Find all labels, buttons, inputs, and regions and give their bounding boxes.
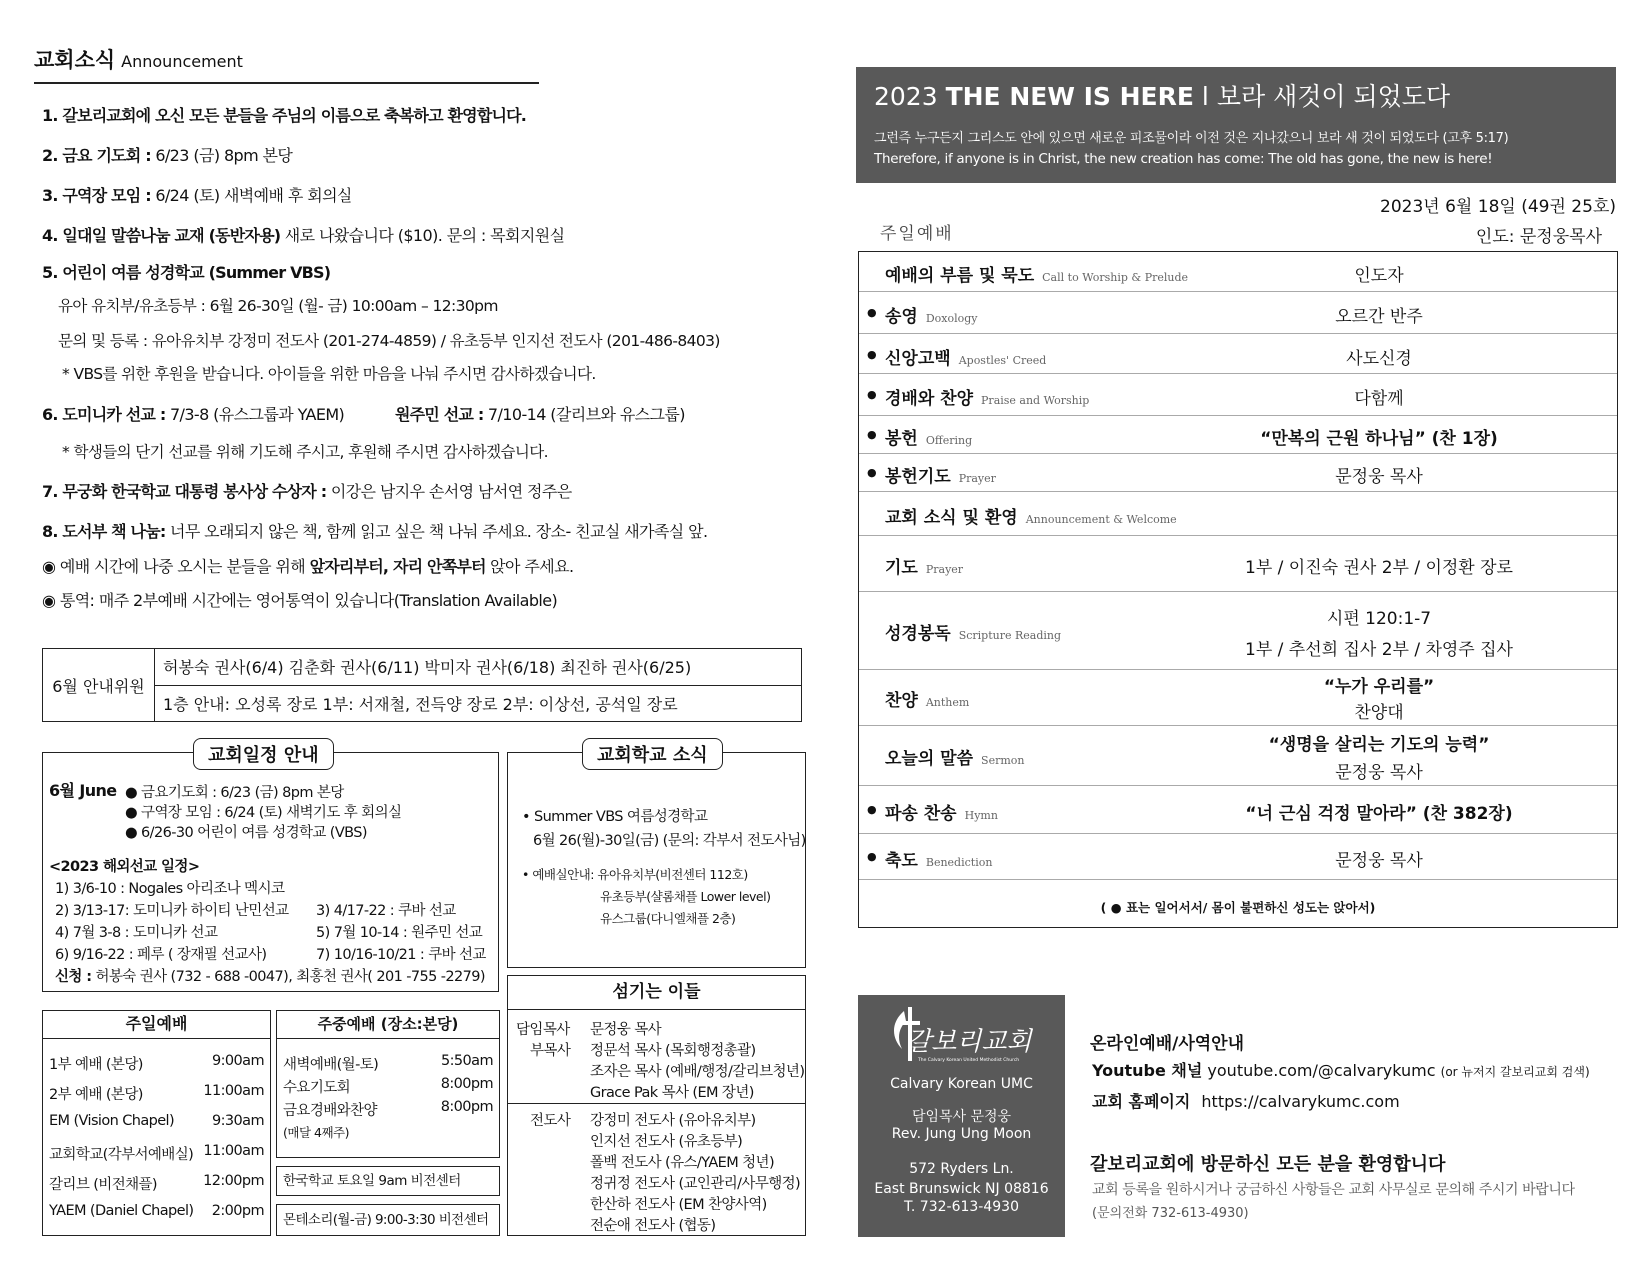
sunday-row: 갈리브 (비전채플) 12:00pm xyxy=(49,1173,264,1193)
announcement-title xyxy=(34,44,243,74)
order-row: ● 경배와 찬양 Praise and Worship 다함께 xyxy=(859,374,1617,416)
pastor-en: Rev. Jung Ung Moon xyxy=(891,1126,1032,1142)
usher-table xyxy=(42,648,802,722)
youtube-label: Youtube 채널 xyxy=(1092,1061,1203,1080)
servant-name: 정귀정 전도사 (교인관리/사무행정) xyxy=(590,1176,801,1192)
mission-item: 3) 4/17-22 : 쿠바 선교 xyxy=(316,903,456,919)
online-title: 온라인예배/사역안내 xyxy=(1090,1034,1245,1054)
vbs-line-2: 문의 및 등록 : 유아유치부 강정미 전도사 (201-274-4859) / 유초등부 인지선 전도사 (201-486-8403) xyxy=(58,332,720,350)
order-row: ● 봉헌 Offering “만복의 근원 하나님” (찬 1장) xyxy=(859,416,1617,454)
schedule-event: ● 금요기도회 : 6/23 (금) 8pm 본당 xyxy=(125,785,344,801)
logo-wordmark: 갈보리교회 xyxy=(906,1027,1032,1057)
weekday-worship-title: 주중예배 (장소:본당) xyxy=(277,1011,499,1039)
korean-school-box: 한국학교 토요일 9am 비전센터 xyxy=(276,1166,500,1196)
pastor-ko: 담임목사 문정웅 xyxy=(911,1109,1012,1125)
sunday-row: EM (Vision Chapel) 9:30am xyxy=(49,1113,264,1129)
usher-row-2: 1층 안내: 오성록 장로 1부: 서재철, 전득양 장로 2부: 이상선, 공석일 장로 xyxy=(155,685,802,722)
schedule-title: 교회일정 안내 xyxy=(193,738,334,770)
church-phone: T. 732-613-4930 xyxy=(904,1199,1019,1215)
servants-divider xyxy=(508,1103,805,1104)
school-vbs-date: 6월 26(월)-30일(금) (문의: 각부서 전도사님) xyxy=(533,833,806,849)
school-vbs: • Summer VBS 여름성경학교 xyxy=(522,809,708,825)
weekday-row: 새벽예배(월-토) 5:50am xyxy=(283,1053,493,1073)
school-room: 유스그룹(다니엘채플 2층) xyxy=(600,911,736,926)
announcement-item-1: 1. 갈보리교회에 오신 모든 분들을 주님의 이름으로 축복하고 환영합니다. xyxy=(42,106,527,125)
servant-name: 폴백 전도사 (유스/YAEM 청년) xyxy=(590,1155,775,1171)
servant-name: 한산하 전도사 (EM 찬양사역) xyxy=(590,1197,767,1213)
order-row: ● 송영 Doxology 오르간 반주 xyxy=(859,292,1617,334)
sunday-row: 2부 예배 (본당) 11:00am xyxy=(49,1083,264,1103)
stand-dot-icon: ● xyxy=(867,388,877,401)
announcement-item-8: 8. 도서부 책 나눔: 너무 오래되지 않은 책, 함께 읽고 싶은 책 나눠 주세요. 장소- 친교실 새가족실 앞. xyxy=(42,522,708,541)
standing-footnote: ( ● 표는 일어서서/ 몸이 불편하신 성도는 앉아서) xyxy=(1100,900,1376,915)
theme-verse-en: Therefore, if anyone is in Christ, the new creation has come: The old has gone, the new is here! xyxy=(874,151,1493,167)
stand-dot-icon: ● xyxy=(867,348,877,361)
announcement-item-6b: 원주민 선교 : 7/10-14 (갈리브와 유스그룹) xyxy=(395,405,685,424)
youtube-link[interactable]: youtube.com/@calvarykumc xyxy=(1207,1061,1436,1080)
servants-title: 섬기는 이들 xyxy=(508,976,805,1010)
welcome-phone: (문의전화 732-613-4930) xyxy=(1092,1206,1249,1221)
mission-item: 7) 10/16-10/21 : 쿠바 선교 xyxy=(316,947,486,963)
servant-name: Grace Pak 목사 (EM 장년) xyxy=(590,1085,754,1101)
usher-row-1: 허봉숙 권사(6/4) 김춘화 권사(6/11) 박미자 권사(6/18) 최진하 권사(6/25) xyxy=(155,649,802,686)
homepage-line xyxy=(1092,1089,1400,1112)
weekday-note: (매달 4째주) xyxy=(283,1125,349,1140)
order-row: ● 신앙고백 Apostles' Creed 사도신경 xyxy=(859,334,1617,374)
servant-name: 조자은 목사 (예배/행정/갈리브청년) xyxy=(590,1064,805,1080)
logo-subtext: The Calvary Korean United Methodist Church xyxy=(918,1058,1020,1063)
school-box xyxy=(507,752,806,968)
stand-dot-icon: ● xyxy=(867,466,877,479)
seating-note: ◉ 예배 시간에 나중 오시는 분들을 위해 앞자리부터, 자리 안쪽부터 앉아 주세요. xyxy=(42,557,574,576)
servant-role: 담임목사 xyxy=(516,1022,570,1038)
mission-note: * 학생들의 단기 선교를 위해 기도해 주시고, 후원해 주시면 감사하겠습니다. xyxy=(62,443,548,461)
sunday-row: 교회학교(각부서예배실) 11:00am xyxy=(49,1143,264,1163)
weekday-worship-box xyxy=(276,1010,500,1158)
mission-item: 2) 3/13-17: 도미니카 하이티 난민선교 xyxy=(55,903,289,919)
sunday-row: 1부 예배 (본당) 9:00am xyxy=(49,1053,264,1073)
servant-role: 전도사 xyxy=(530,1113,571,1129)
welcome-title: 갈보리교회에 방문하신 모든 분을 환영합니다 xyxy=(1090,1154,1446,1175)
youtube-line xyxy=(1092,1058,1590,1081)
church-name-en: Calvary Korean UMC xyxy=(890,1076,1033,1092)
schedule-box xyxy=(42,752,499,992)
youtube-note: (or 뉴저지 갈보리교회 검색) xyxy=(1440,1065,1590,1079)
servant-name: 정문석 목사 (목회행정총괄) xyxy=(590,1043,756,1059)
theme-banner xyxy=(856,67,1616,183)
order-row: ● 파송 찬송 Hymn “너 근심 걱정 말아라” (찬 382장) xyxy=(859,786,1617,834)
announcement-title-en: Announcement xyxy=(121,52,243,71)
address-line-2: East Brunswick NJ 08816 xyxy=(874,1181,1049,1197)
servant-name: 문정웅 목사 xyxy=(590,1022,662,1038)
sunday-worship-box xyxy=(42,1010,271,1236)
montessori-box: 몬테소리(월-금) 9:00-3:30 비전센터 xyxy=(276,1204,500,1236)
announcement-item-5: 5. 어린이 여름 성경학교 (Summer VBS) xyxy=(42,263,331,282)
servants-box xyxy=(507,975,806,1236)
order-row: ● 축도 Benediction 문정웅 목사 xyxy=(859,834,1617,880)
usher-label: 6월 안내위원 xyxy=(43,649,155,722)
order-row: 성경봉독 Scripture Reading 시편 120:1-7 1부 / 추선희 집사 2부 / 차영주 집사 xyxy=(859,592,1617,670)
sunday-worship-title: 주일예배 xyxy=(43,1011,270,1039)
mission-title: <2023 해외선교 일정> xyxy=(49,859,200,875)
vbs-line-1: 유아 유치부/유초등부 : 6월 26-30일 (월- 금) 10:00am – 12:30pm xyxy=(58,297,498,315)
homepage-label: 교회 홈페이지 xyxy=(1092,1092,1191,1111)
school-room: • 예배실안내: 유아유치부(비전센터 112호) xyxy=(522,867,748,882)
service-label: 주일예배 xyxy=(880,224,954,244)
church-logo-block xyxy=(858,995,1065,1237)
servant-name: 전순애 전도사 (협동) xyxy=(590,1218,716,1234)
order-row: 기도 Prayer 1부 / 이진숙 권사 2부 / 이정환 장로 xyxy=(859,536,1617,592)
weekday-row: 수요기도회 8:00pm xyxy=(283,1076,493,1096)
schedule-event: ● 6/26-30 어린이 여름 성경학교 (VBS) xyxy=(125,825,367,841)
stand-dot-icon: ● xyxy=(867,803,877,816)
order-row: 오늘의 말씀 Sermon “생명을 살리는 기도의 능력” 문정웅 목사 xyxy=(859,726,1617,786)
mission-item: 4) 7월 3-8 : 도미니카 선교 xyxy=(55,925,218,941)
schedule-month: 6월 June xyxy=(49,781,117,800)
theme-headline: 2023 THE NEW IS HERE l 보라 새것이 되었도다 xyxy=(874,82,1451,111)
order-row: 예배의 부름 및 묵도 Call to Worship & Prelude 인도자 xyxy=(859,252,1617,292)
stand-dot-icon: ● xyxy=(867,850,877,863)
school-room: 유초등부(샬롬채플 Lower level) xyxy=(600,889,771,904)
service-leader: 인도: 문정웅목사 xyxy=(1475,227,1602,247)
mission-item: 1) 3/6-10 : Nogales 아리조나 멕시코 xyxy=(55,881,285,897)
homepage-link[interactable]: https://calvarykumc.com xyxy=(1201,1092,1400,1111)
announcement-item-7: 7. 무궁화 한국학교 대통령 봉사상 수상자 : 이강은 남지우 손서영 남서연 정주은 xyxy=(42,482,572,501)
school-title: 교회학교 소식 xyxy=(582,738,723,770)
translation-note: ◉ 통역: 매주 2부예배 시간에는 영어통역이 있습니다(Translation Available) xyxy=(42,591,558,610)
announcement-item-3: 3. 구역장 모임 : 6/24 (토) 새벽예배 후 회의실 xyxy=(42,186,352,205)
order-row: ● 봉헌기도 Prayer 문정웅 목사 xyxy=(859,454,1617,492)
announcement-item-2: 2. 금요 기도회 : 6/23 (금) 8pm 본당 xyxy=(42,146,293,165)
announcement-title-ko: 교회소식 xyxy=(34,48,116,72)
address-line-1: 572 Ryders Ln. xyxy=(909,1161,1014,1177)
welcome-subtext: 교회 등록을 원하시거나 궁금하신 사항들은 교회 사무실로 문의해 주시기 바랍니다 xyxy=(1092,1182,1575,1198)
announcement-item-6: 6. 도미니카 선교 : 7/3-8 (유스그룹과 YAEM) xyxy=(42,405,345,424)
servant-name: 강정미 전도사 (유아유치부) xyxy=(590,1113,756,1129)
worship-order xyxy=(858,251,1618,928)
stand-dot-icon: ● xyxy=(867,306,877,319)
weekday-row: 금요경배와찬양 8:00pm xyxy=(283,1099,493,1119)
servant-name: 인지선 전도사 (유초등부) xyxy=(590,1134,743,1150)
sunday-row: YAEM (Daniel Chapel) 2:00pm xyxy=(49,1203,264,1219)
mission-item: 5) 7월 10-14 : 원주민 선교 xyxy=(316,925,483,941)
title-divider xyxy=(34,82,539,84)
mission-item: 6) 9/16-22 : 페루 ( 장재필 선교사) xyxy=(55,947,267,963)
schedule-event: ● 구역장 모임 : 6/24 (토) 새벽기도 후 회의실 xyxy=(125,805,402,821)
order-row: 찬양 Anthem “누가 우리를” 찬양대 xyxy=(859,670,1617,726)
vbs-line-3: * VBS를 위한 후원을 받습니다. 아이들을 위한 마음을 나눠 주시면 감사하겠습니다. xyxy=(62,365,596,383)
theme-verse-ko: 그런즉 누구든지 그리스도 안에 있으면 새로운 피조물이라 이전 것은 지나갔으니 보라 새 것이 되었도다 (고후 5:17) xyxy=(874,131,1509,146)
order-row: 교회 소식 및 환영 Announcement & Welcome xyxy=(859,492,1617,536)
stand-dot-icon: ● xyxy=(867,428,877,441)
mission-apply: 신청 : 허봉숙 권사 (732 - 688 -0047), 최홍천 권사( 201 -755 -2279) xyxy=(55,969,485,985)
announcement-item-4: 4. 일대일 말씀나눔 교재 (동반자용) 새로 나왔습니다 ($10). 문의 : 목회지원실 xyxy=(42,226,565,245)
servant-role: 부목사 xyxy=(530,1043,571,1059)
bulletin-date: 2023년 6월 18일 (49권 25호) xyxy=(1380,197,1616,217)
